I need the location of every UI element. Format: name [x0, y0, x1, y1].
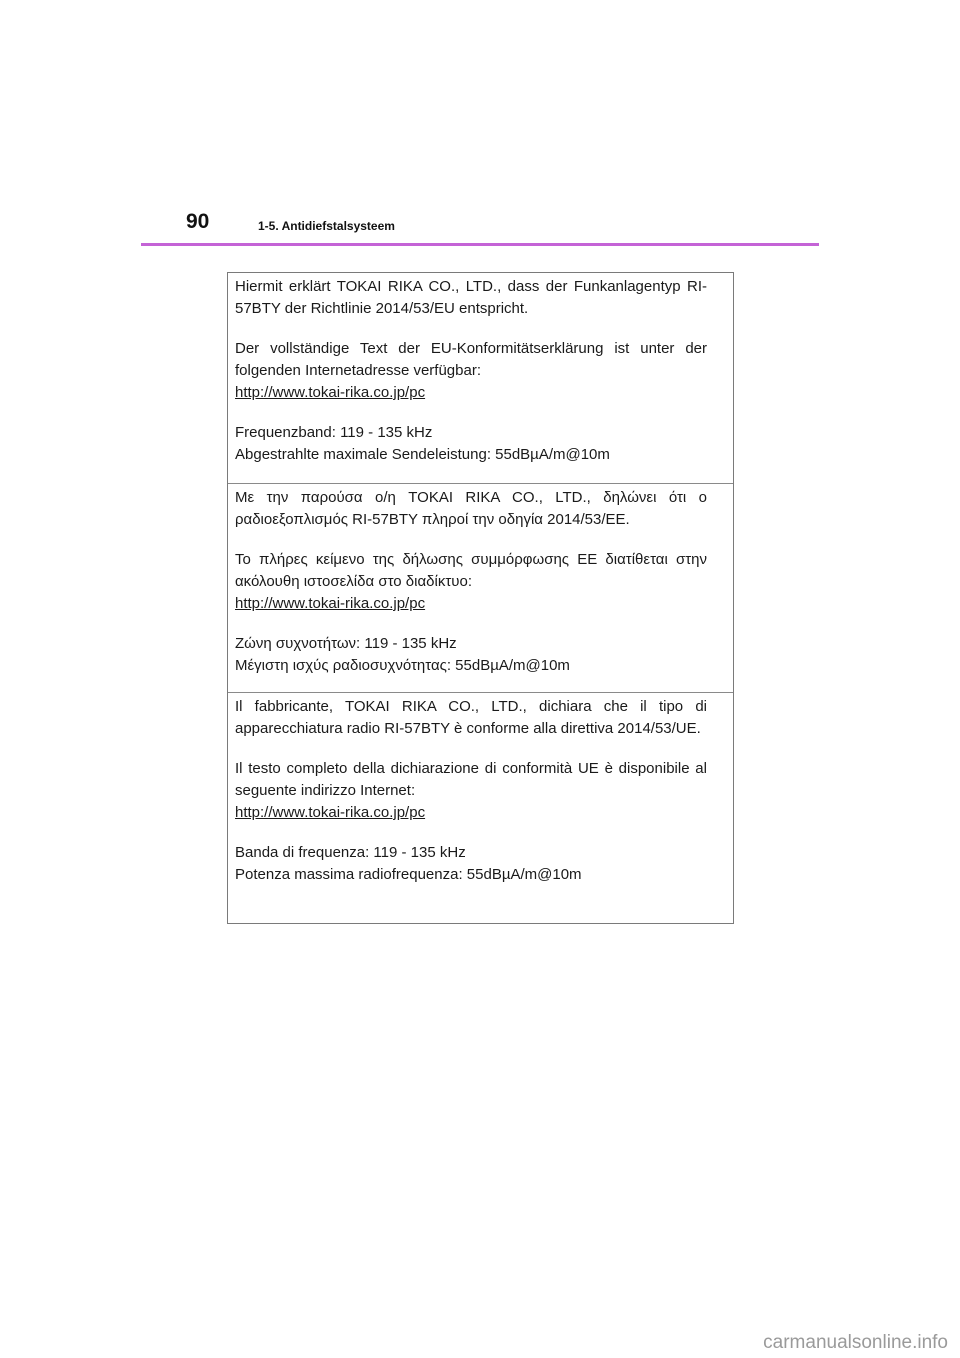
full-text-notice: Il testo completo della dichiarazione di conformità UE è disponibile al seguente indirizzo Internet:: [235, 760, 707, 799]
declaration-block-german: [228, 273, 733, 484]
max-power: Μέγιστη ισχύς ραδιοσυχνότητας: 55dBµA/m@10m: [235, 657, 570, 674]
full-text-notice: Το πλήρες κείμενο της δήλωσης συμμόρφωσης ΕΕ διατίθεται στην ακόλουθη ιστοσελίδα στο διαδίκτυο:: [235, 551, 707, 590]
page-number: 90: [186, 210, 210, 233]
frequency-band: Ζώνη συχνοτήτων: 119 - 135 kHz: [235, 635, 457, 652]
max-power: Abgestrahlte maximale Sendeleistung: 55dBµA/m@10m: [235, 446, 610, 463]
full-text-notice: Der vollständige Text der EU-Konformitätserklärung ist unter der folgenden Internetadresse verfügbar:: [235, 340, 707, 379]
header-rule: [141, 243, 819, 246]
declaration-box: [227, 272, 734, 924]
declaration-link[interactable]: http://www.tokai-rika.co.jp/pc: [235, 384, 426, 401]
frequency-band: Banda di frequenza: 119 - 135 kHz: [235, 844, 466, 861]
declaration-text: Il fabbricante, TOKAI RIKA CO., LTD., dichiara che il tipo di apparecchiatura radio RI-57BTY è conforme alla direttiva 2014/53/UE.: [235, 698, 707, 737]
declaration-text: Hiermit erklärt TOKAI RIKA CO., LTD., dass der Funkanlagentyp RI-57BTY der Richtlinie 2014/53/EU entspricht.: [235, 278, 707, 317]
watermark: carmanualsonline.info: [763, 1332, 948, 1353]
frequency-band: Frequenzband: 119 - 135 kHz: [235, 424, 433, 441]
max-power: Potenza massima radiofrequenza: 55dBµA/m@10m: [235, 866, 582, 883]
declaration-link[interactable]: http://www.tokai-rika.co.jp/pc: [235, 804, 426, 821]
declaration-block-greek: [228, 484, 733, 693]
declaration-block-italian: [228, 693, 733, 924]
declaration-text: Με την παρούσα ο/η TOKAI RIKA CO., LTD., δηλώνει ότι ο ραδιοεξοπλισμός RI-57BTY πληροί την οδηγία 2014/53/ΕΕ.: [235, 489, 707, 528]
section-title: 1-5. Antidiefstalsysteem: [258, 219, 395, 233]
declaration-link[interactable]: http://www.tokai-rika.co.jp/pc: [235, 595, 426, 612]
